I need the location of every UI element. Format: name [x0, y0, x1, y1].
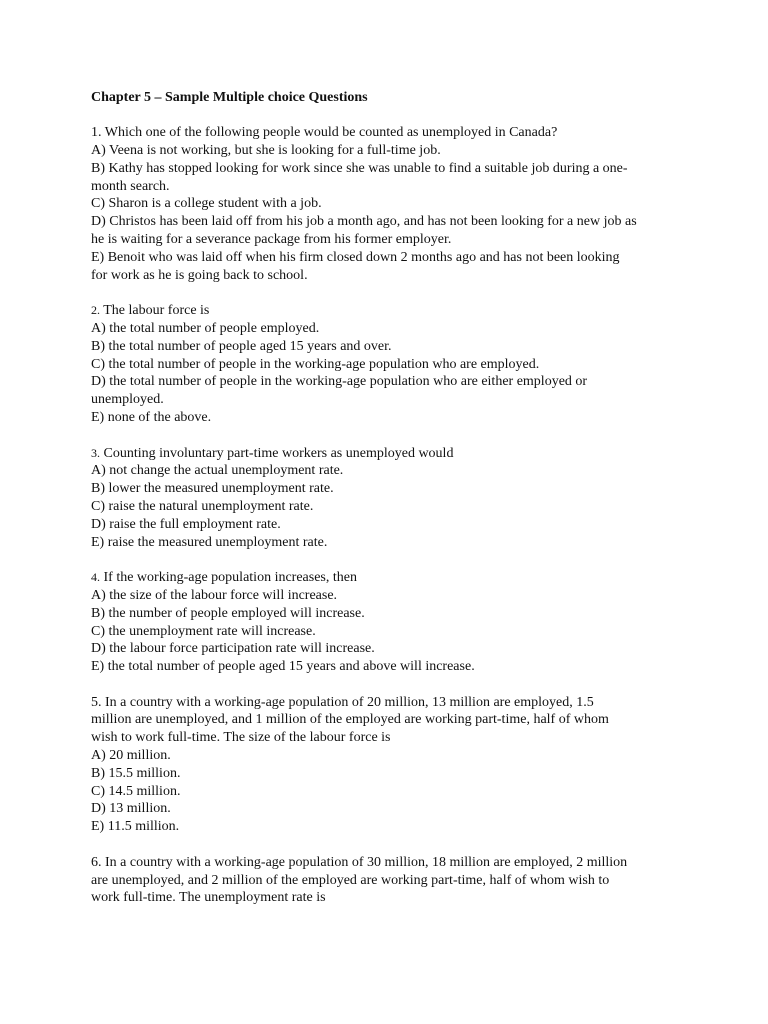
answer-option: A) the size of the labour force will increase. [91, 587, 338, 603]
answer-option: A) Veena is not working, but she is looking for a full-time job. [91, 142, 441, 158]
question-text: In a country with a working-age population of 20 million, 13 million are employed, 1.5 [101, 694, 594, 710]
answer-option: B) 15.5 million. [91, 765, 181, 781]
answer-option: D) 13 million. [91, 801, 171, 817]
answer-option: A) not change the actual unemployment rate. [91, 463, 344, 479]
question-number: 3. [91, 445, 100, 460]
question-text: Which one of the following people would be counted as unemployed in Canada? [101, 125, 558, 141]
question-text: The labour force is [100, 303, 210, 319]
question-text: In a country with a working-age population of 30 million, 18 million are employed, 2 million [101, 854, 628, 870]
answer-option: A) 20 million. [91, 748, 171, 764]
answer-option: B) the number of people employed will increase. [91, 605, 365, 621]
answer-option: E) none of the above. [91, 409, 212, 425]
answer-option-continuation: for work as he is going back to school. [91, 267, 308, 283]
answer-option: E) Benoit who was laid off when his firm closed down 2 months ago and has not been looking [91, 249, 620, 265]
answer-option: C) Sharon is a college student with a job. [91, 196, 322, 212]
chapter-title: Chapter 5 – Sample Multiple choice Questions [91, 90, 368, 105]
answer-option: A) the total number of people employed. [91, 320, 320, 336]
question-number: 2. [91, 303, 100, 318]
question-text: If the working-age population increases, then [100, 570, 357, 586]
question-stem [91, 124, 691, 142]
question-stem-continuation: wish to work full-time. The size of the labour force is [91, 730, 391, 746]
question-1 [91, 124, 691, 284]
answer-option: C) raise the natural unemployment rate. [91, 498, 314, 514]
question-5 [91, 694, 691, 836]
answer-option: C) 14.5 million. [91, 783, 181, 799]
question-stem-continuation: million are unemployed, and 1 million of the employed are working part-time, half of whom [91, 712, 609, 728]
answer-option-continuation: unemployed. [91, 392, 164, 408]
answer-option: D) Christos has been laid off from his job a month ago, and has not been looking for a new job as [91, 214, 637, 230]
answer-option: C) the total number of people in the working-age population who are employed. [91, 356, 540, 372]
question-text: Counting involuntary part-time workers as unemployed would [100, 445, 454, 461]
answer-option: D) raise the full employment rate. [91, 516, 281, 532]
answer-option: D) the labour force participation rate will increase. [91, 641, 375, 657]
answer-option-continuation: he is waiting for a severance package from his former employer. [91, 231, 452, 247]
answer-option: B) the total number of people aged 15 years and over. [91, 338, 392, 354]
question-stem [91, 569, 691, 587]
document-page [91, 89, 691, 925]
question-stem [91, 302, 691, 320]
answer-option: E) raise the measured unemployment rate. [91, 534, 328, 550]
answer-option: B) Kathy has stopped looking for work since she was unable to find a suitable job during a one- [91, 160, 628, 176]
question-3 [91, 445, 691, 552]
answer-option: D) the total number of people in the working-age population who are either employed or [91, 374, 588, 390]
answer-option-continuation: month search. [91, 178, 170, 194]
question-4 [91, 569, 691, 676]
answer-option: E) 11.5 million. [91, 819, 180, 835]
question-number: 4. [91, 570, 100, 585]
question-number: 1. [91, 125, 102, 141]
question-stem-continuation: are unemployed, and 2 million of the employed are working part-time, half of whom wish to [91, 872, 610, 888]
question-stem [91, 854, 691, 872]
question-2 [91, 302, 691, 427]
question-stem [91, 445, 691, 463]
answer-option: B) lower the measured unemployment rate. [91, 481, 334, 497]
question-stem-continuation: work full-time. The unemployment rate is [91, 890, 326, 906]
question-number: 6. [91, 854, 102, 870]
question-6 [91, 854, 691, 907]
question-number: 5. [91, 694, 102, 710]
answer-option: E) the total number of people aged 15 years and above will increase. [91, 659, 475, 675]
question-stem [91, 694, 691, 712]
answer-option: C) the unemployment rate will increase. [91, 623, 316, 639]
